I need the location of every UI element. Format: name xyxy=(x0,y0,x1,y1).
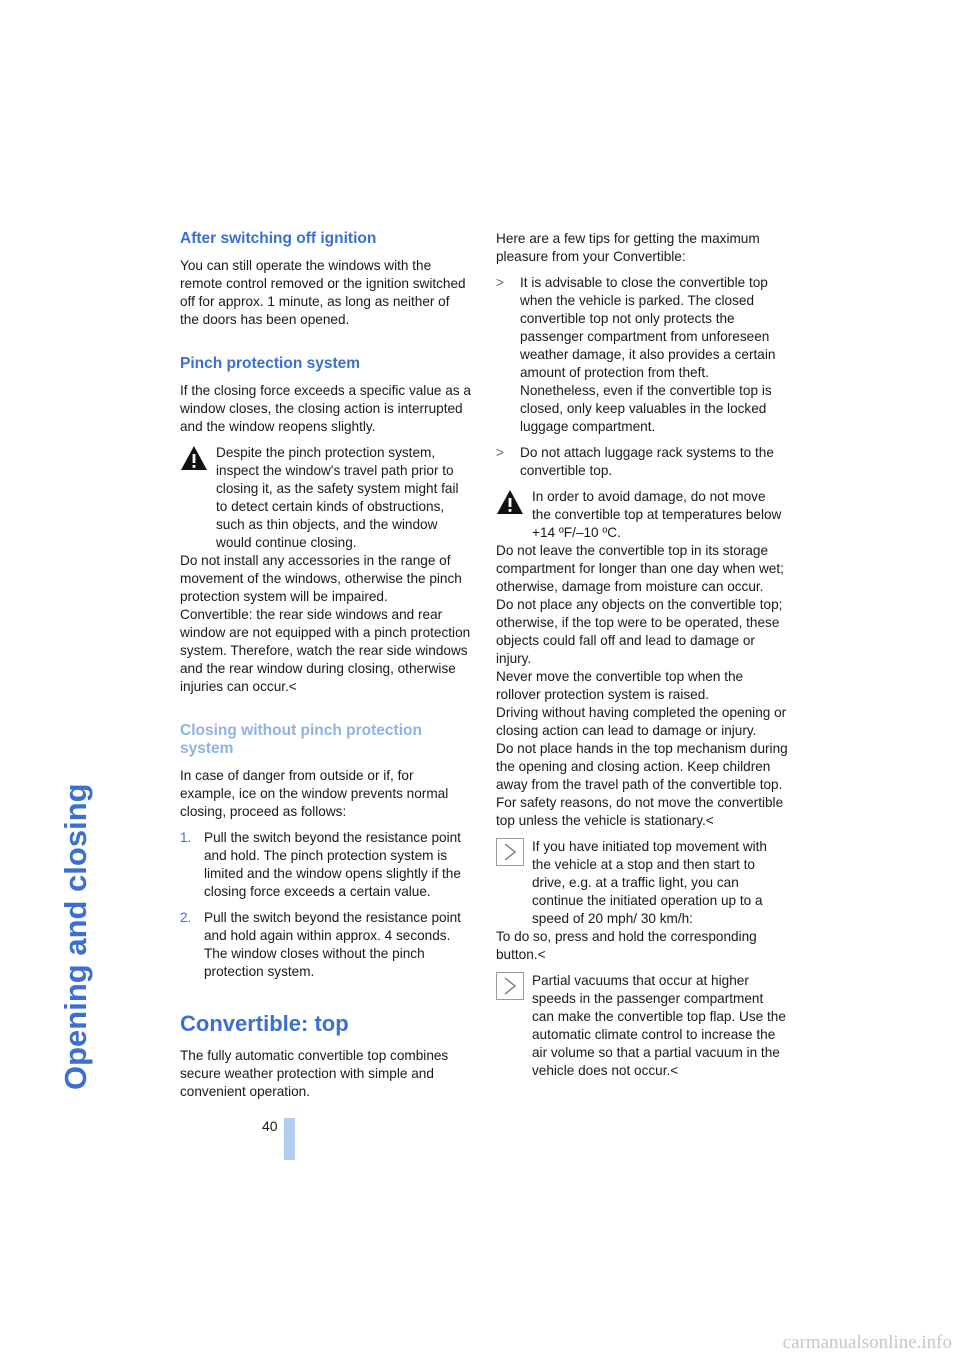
right-column xyxy=(496,230,788,1088)
warning-text: Do not install any accessories in the range of movement of the windows, otherwise the pinch protection system will be impaired. xyxy=(180,553,462,604)
section-heading-after-ignition: After switching off ignition xyxy=(180,230,377,247)
list-item xyxy=(180,829,472,901)
list-item xyxy=(180,909,472,981)
note-notice xyxy=(496,972,788,1080)
page-number: 40 xyxy=(262,1118,278,1134)
warning-text: Do not leave the convertible top in its storage compartment for longer than one day when wet; otherwise, damage from moisture can occur. xyxy=(496,543,784,594)
paragraph: The fully automatic convertible top combines secure weather protection with simple and convenient operation. xyxy=(180,1048,449,1099)
note-text: Partial vacuums that occur at higher speeds in the passenger compartment can make the convertible top flap. Use the automatic climate control to increase the air volume so that a partial vacuum in the vehicle does not occur.< xyxy=(496,972,788,1080)
note-text: To do so, press and hold the corresponding button.< xyxy=(496,929,757,962)
paragraph: You can still operate the windows with the remote control removed or the ignition switched off for approx. 1 minute, as long as neither of the doors has been opened. xyxy=(180,258,466,327)
warning-text: Do not place any objects on the convertible top; otherwise, if the top were to be operated, these objects could fall off and lead to damage or injury. xyxy=(496,597,783,666)
paragraph: In case of danger from outside or if, for example, ice on the window prevents normal closing, proceed as follows: xyxy=(180,768,449,819)
warning-notice xyxy=(496,488,788,830)
list-item xyxy=(496,444,788,480)
section-heading-pinch-protection: Pinch protection system xyxy=(180,355,361,372)
note-text: If you have initiated top movement with the vehicle at a stop and then start to drive, e.g. at a traffic light, you can continue the initiated operation up to a speed of 20 mph/ 30 km/h: xyxy=(496,838,788,928)
step-text: Pull the switch beyond the resistance point and hold again within approx. 4 seconds. The window closes without the pinch protection system. xyxy=(204,910,461,979)
chapter-heading-convertible-top: Convertible: top xyxy=(180,1011,349,1036)
chapter-side-title: Opening and closing xyxy=(58,783,93,1090)
warning-text: Despite the pinch protection system, inspect the window's travel path prior to closing it, as the safety system might fail to detect certain kinds of obstructions, such as thin objects, and the window would continue closing. xyxy=(180,444,472,552)
step-number: 1. xyxy=(180,830,192,845)
watermark: carmanualsonline.info xyxy=(782,1332,952,1353)
warning-text: Driving without having completed the opening or closing action can lead to damage or injury. xyxy=(496,705,787,738)
note-arrow-icon xyxy=(496,972,524,1000)
page-number-bar xyxy=(284,1118,295,1160)
paragraph: If the closing force exceeds a specific value as a window closes, the closing action is interrupted and the window reopens slightly. xyxy=(180,383,471,434)
note-arrow-icon xyxy=(496,838,524,866)
warning-notice xyxy=(180,444,472,696)
warning-text: Convertible: the rear side windows and rear window are not equipped with a pinch protection system. Therefore, watch the rear side windows and the rear window during closing, otherwise injuries can occur.< xyxy=(180,607,471,694)
step-number: 2. xyxy=(180,910,192,925)
left-column xyxy=(180,230,472,1109)
warning-text: In order to avoid damage, do not move the convertible top at temperatures below +14 ºF/–10 ºC. xyxy=(496,488,788,542)
paragraph: Here are a few tips for getting the maximum pleasure from your Convertible: xyxy=(496,231,760,264)
warning-text: Do not place hands in the top mechanism during the opening and closing action. Keep children away from the travel path of the convertible top. xyxy=(496,741,788,792)
list-item xyxy=(496,274,788,436)
note-notice xyxy=(496,838,788,964)
bullet-text: Do not attach luggage rack systems to the convertible top. xyxy=(520,445,774,478)
warning-text: Never move the convertible top when the rollover protection system is raised. xyxy=(496,669,744,702)
warning-triangle-icon xyxy=(496,488,524,516)
numbered-steps xyxy=(180,829,472,981)
bullet-text: It is advisable to close the convertible top when the vehicle is parked. The closed convertible top not only protects the passenger compartment from unforeseen weather damage, it also provides a certain amount of protection from theft. Nonetheless, even if the convertible top is closed, only keep valuables in the locked luggage compartment. xyxy=(520,275,776,434)
warning-triangle-icon xyxy=(180,444,208,472)
warning-text: For safety reasons, do not move the convertible top unless the vehicle is stationary.< xyxy=(496,795,784,828)
bullet-marker: > xyxy=(496,445,504,460)
bullet-list xyxy=(496,274,788,480)
bullet-marker: > xyxy=(496,275,504,290)
step-text: Pull the switch beyond the resistance point and hold. The pinch protection system is limited and the window opens slightly if the closing force exceeds a certain value. xyxy=(204,830,461,899)
section-heading-closing-without-pinch: Closing without pinch protection system xyxy=(180,722,422,757)
